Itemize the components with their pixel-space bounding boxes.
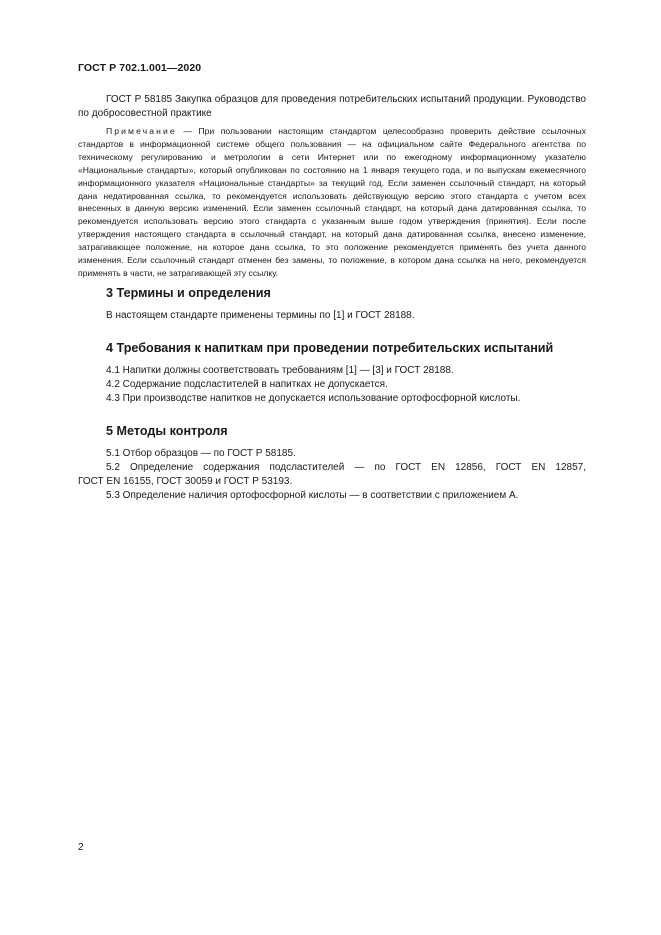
- section-5-item-1: 5.1 Отбор образцов — по ГОСТ Р 58185.: [106, 448, 296, 459]
- page-number: 2: [78, 842, 84, 853]
- section-4-item-2: 4.2 Содержание подсластителей в напитках не допускается.: [106, 379, 388, 390]
- document-header: ГОСТ Р 702.1.001—2020: [78, 62, 202, 74]
- section-4-item-1: 4.1 Напитки должны соответствовать требованиям [1] — [3] и ГОСТ 28188.: [106, 365, 454, 376]
- section-4-item-3: 4.3 При производстве напитков не допускается использование ортофосфорной кислоты.: [106, 393, 521, 404]
- section-5-item-3: 5.3 Определение наличия ортофосфорной кислоты — в соответствии с приложением А.: [106, 490, 519, 501]
- note-text: — При пользовании настоящим стандартом целесообразно проверить действие ссылочных стандартов в информационной системе общего пользования — на официальном сайте Федерального агентства по техническому регулированию и метрологии в сети Интернет или по ежегодному информационному указателю «Национальные стандарты», который опубликован по состоянию на 1 января текущего года, и по выпускам ежемесячного информационного указателя «Национальные стандарты» за текущий год. Если заменен ссылочный стандарт, на который дана недатированная ссылка, то рекомендуется использовать действующую версию этого стандарта с учетом всех внесенных в данную версию изменений. Если заменен ссылочный стандарт, на который дана датированная ссылка, то рекомендуется использовать версию этого стандарта с указанным выше годом утверждения (принятия). Если после утверждения настоящего стандарта в ссылочный стандарт, на который дана датированная ссылка, внесено изменение, затрагивающее положение, на которое дана ссылка, то это положение рекомендуется применять без учета данного изменения. Если ссылочный стандарт отменен без замены, то положение, в котором дана ссылка на него, рекомендуется применять в части, не затрагивающей эту ссылку.: [78, 126, 586, 278]
- section-3-text: В настоящем стандарте применены термины по [1] и ГОСТ 28188.: [106, 310, 415, 321]
- section-5-item-2-line-1: 5.2 Определение содержания подсластителей — по ГОСТ EN 12856, ГОСТ EN 12857,: [106, 462, 586, 473]
- section-4-title: 4 Требования к напиткам при проведении потребительских испытаний: [106, 341, 554, 355]
- section-3-title: 3 Термины и определения: [106, 286, 271, 300]
- normative-reference: ГОСТ Р 58185 Закупка образцов для проведения потребительских испытаний продукции. Руководство по добросовестной практике: [78, 94, 586, 119]
- section-5-item-2-line-2: ГОСТ EN 16155, ГОСТ 30059 и ГОСТ Р 53193.: [78, 476, 293, 487]
- section-5-title: 5 Методы контроля: [106, 424, 228, 438]
- note-paragraph: [78, 125, 586, 280]
- note-label: Примечание: [106, 126, 177, 136]
